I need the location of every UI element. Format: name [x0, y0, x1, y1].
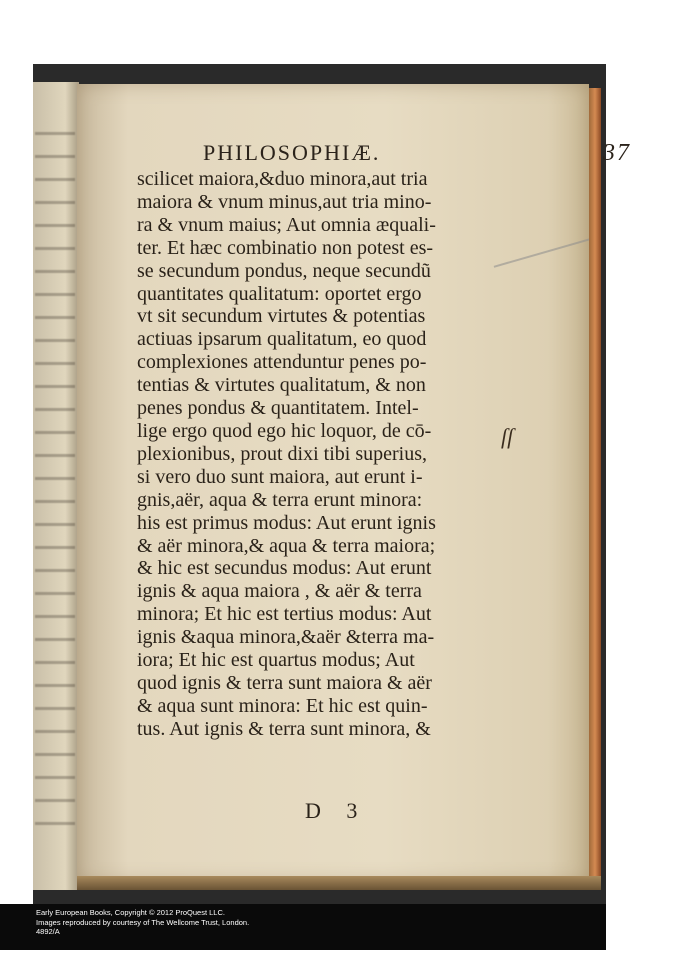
copyright-line: Early European Books, Copyright © 2012 ProQuest LLC. — [36, 908, 225, 917]
text-line: & hic est secundus modus: Aut erunt — [137, 557, 432, 580]
text-line: & aër minora,& aqua & terra maiora; — [137, 534, 436, 557]
text-line: & aqua sunt minora: Et hic est quin- — [137, 694, 428, 717]
text-line: si vero duo sunt maiora, aut erunt i- — [137, 465, 423, 488]
text-line: scilicet maiora,&duo minora,aut tria — [137, 168, 428, 190]
text-line: quantitates qualitatum: oportet ergo — [137, 282, 422, 305]
text-line: ra & vnum maius; Aut omnia æquali- — [137, 213, 436, 236]
text-line: his est primus modus: Aut erunt ignis — [137, 511, 436, 534]
margin-note: ſſ — [501, 424, 514, 449]
text-line: penes pondus & quantitatem. Intel- — [137, 397, 419, 420]
page-number: 37 — [603, 140, 631, 166]
text-line: se secundum pondus, neque secundũ — [137, 259, 431, 282]
text-line: actiuas ipsarum qualitatum, eo quod — [137, 328, 427, 351]
courtesy-line: Images reproduced by courtesy of The Wellcome Trust, London. — [36, 917, 250, 927]
text-line: gnis,aër, aqua & terra erunt minora: — [137, 488, 423, 511]
scan-image — [33, 64, 631, 950]
text-line: complexiones attenduntur penes po- — [137, 351, 427, 374]
gilt-page-edge — [589, 88, 601, 878]
text-line: vt sit secundum virtutes & potentias — [137, 305, 426, 328]
running-head — [203, 140, 631, 170]
copyright-footer — [36, 908, 249, 937]
page-bottom-edge — [77, 876, 601, 890]
text-line: ignis &aqua minora,&aër &terra ma- — [137, 626, 435, 649]
shelfmark-line: 4892/A — [36, 927, 60, 936]
signature-mark: D 3 — [305, 798, 368, 823]
text-line: ignis & aqua maiora , & aër & terra — [137, 580, 422, 603]
text-line: plexionibus, prout dixi tibi superius, — [137, 442, 427, 465]
text-line: ter. Et hæc combinatio non potest es- — [137, 236, 434, 259]
text-line: lige ergo quod ego hic loquor, de cō- — [137, 419, 432, 442]
text-line: tus. Aut ignis & terra sunt minora, & — [137, 717, 431, 740]
show-through-text — [35, 112, 75, 832]
body-text — [137, 168, 517, 741]
book-page — [77, 84, 631, 882]
left-page-edge — [33, 82, 79, 890]
text-line: minora; Et hic est tertius modus: Aut — [137, 603, 432, 626]
text-line: tentias & virtutes qualitatum, & non — [137, 374, 426, 397]
text-line: iora; Et hic est quartus modus; Aut — [137, 649, 415, 672]
text-line: quod ignis & terra sunt maiora & aër — [137, 671, 432, 694]
text-line: maiora & vnum minus,aut tria mino- — [137, 190, 432, 213]
running-head-title: PHILOSOPHIÆ. — [203, 140, 381, 165]
